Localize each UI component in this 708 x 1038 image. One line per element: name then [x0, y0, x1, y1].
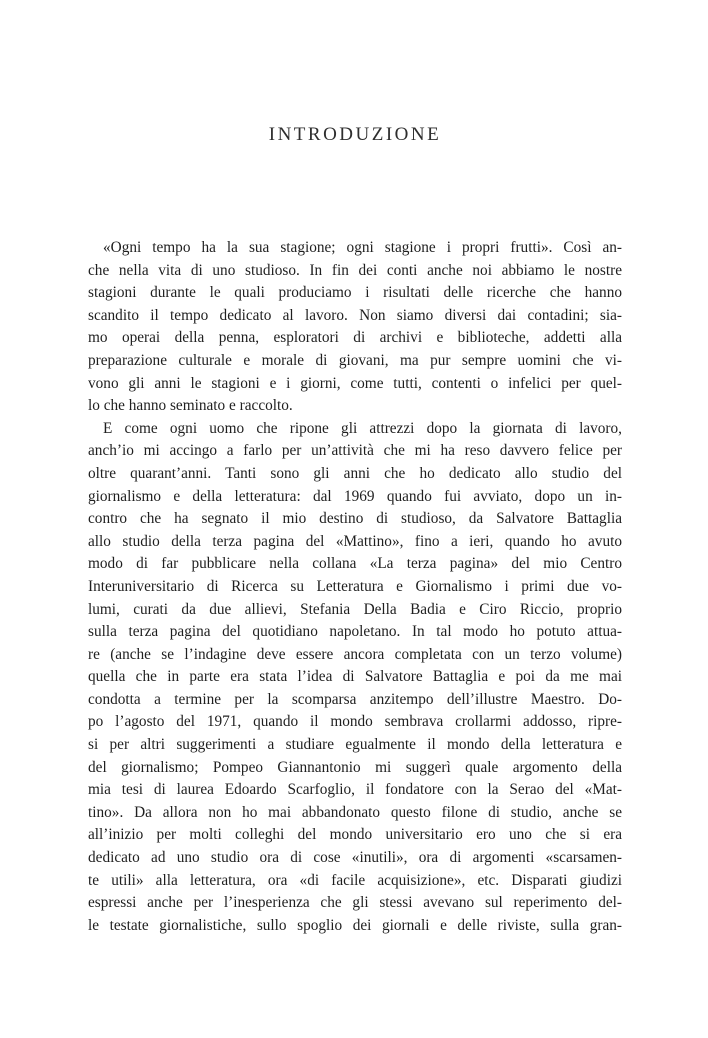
text-line: vono gli anni le stagioni e i giorni, come tutti, contenti o infelici per quel- — [88, 374, 622, 392]
text-line: stagioni durante le quali produciamo i risultati delle ricerche che hanno — [88, 284, 622, 302]
text-line: espressi anche per l’inesperienza che gli stessi avevano sul reperimento del- — [88, 894, 622, 912]
text-line: E come ogni uomo che ripone gli attrezzi dopo la giornata di lavoro, — [103, 419, 622, 437]
text-line: condotta a termine per la scomparsa anzitempo dell’illustre Maestro. Do- — [88, 690, 622, 708]
text-line: oltre quarant’anni. Tanti sono gli anni che ho dedicato allo studio del — [88, 464, 622, 482]
text-line: modo di far pubblicare nella collana «La terza pagina» del mio Centro — [88, 555, 622, 573]
text-line: all’inizio per molti colleghi del mondo universitario ero uno che si era — [88, 826, 622, 844]
text-line: anch’io mi accingo a farlo per un’attività che mi ha reso davvero felice per — [88, 442, 622, 460]
text-line: del giornalismo; Pompeo Giannantonio mi suggerì quale argomento della — [88, 758, 622, 776]
text-line: mia tesi di laurea Edoardo Scarfoglio, il fondatore con la Serao del «Mat- — [88, 781, 622, 799]
text-line: giornalismo e della letteratura: dal 1969 quando fui avviato, dopo un in- — [88, 487, 622, 505]
text-line: Interuniversitario di Ricerca su Letteratura e Giornalismo i primi due vo- — [88, 577, 622, 595]
text-line: scandito il tempo dedicato al lavoro. Non siamo diversi dai contadini; sia- — [88, 306, 622, 324]
text-line: mo operai della penna, esploratori di archivi e biblioteche, addetti alla — [88, 329, 622, 347]
text-line: te utili» alla letteratura, ora «di facile acquisizione», etc. Disparati giudizi — [88, 871, 622, 889]
text-line: lumi, curati da due allievi, Stefania Della Badia e Ciro Riccio, proprio — [88, 600, 622, 618]
text-line: dedicato ad uno studio ora di cose «inutili», ora di argomenti «scarsamen- — [88, 849, 622, 867]
body-text — [88, 237, 622, 937]
text-line: contro che ha segnato il mio destino di studioso, da Salvatore Battaglia — [88, 510, 622, 528]
text-line: lo che hanno seminato e raccolto. — [88, 397, 293, 415]
text-line: le testate giornalistiche, sullo spoglio dei giornali e delle riviste, sulla gran- — [88, 916, 622, 934]
text-line: tino». Da allora non ho mai abbandonato questo filone di studio, anche se — [88, 803, 622, 821]
text-line: quella che in parte era stata l’idea di Salvatore Battaglia e poi da me mai — [88, 668, 622, 686]
text-line: re (anche se l’indagine deve essere ancora completata con un terzo volume) — [88, 645, 622, 663]
text-line: preparazione culturale e morale di giovani, ma pur sempre uomini che vi- — [88, 351, 622, 369]
text-line: che nella vita di uno studioso. In fin dei conti anche noi abbiamo le nostre — [88, 261, 622, 279]
text-line: si per altri suggerimenti a studiare egualmente il mondo della letteratura e — [88, 736, 622, 754]
text-line: sulla terza pagina del quotidiano napoletano. In tal modo ho potuto attua- — [88, 623, 622, 641]
page-title: INTRODUZIONE — [268, 124, 442, 145]
text-line: «Ogni tempo ha la sua stagione; ogni stagione i propri frutti». Così an- — [103, 239, 622, 256]
text-line: allo studio della terza pagina del «Mattino», fino a ieri, quando ho avuto — [88, 532, 622, 550]
text-line: po l’agosto del 1971, quando il mondo sembrava crollarmi addosso, ripre- — [88, 713, 622, 731]
